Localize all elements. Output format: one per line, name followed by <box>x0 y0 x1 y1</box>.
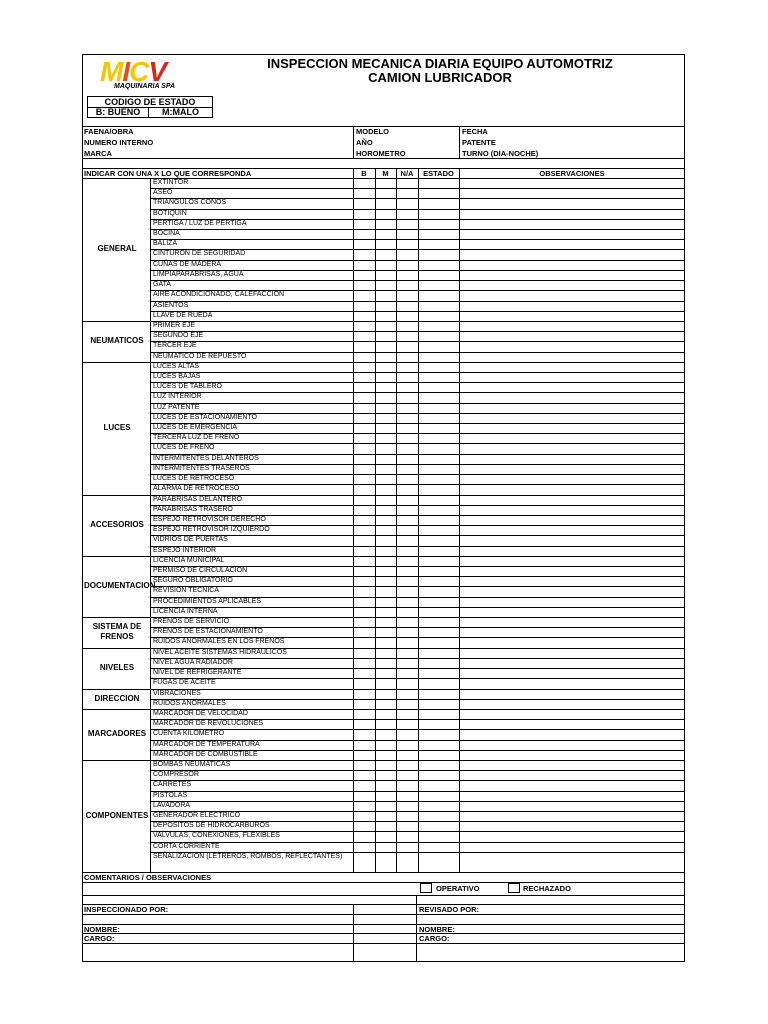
status-line <box>82 895 685 896</box>
status-code-box <box>87 96 213 118</box>
checklist-item: FUGAS DE ACEITE <box>153 679 216 687</box>
section-label: MARCADORES <box>87 729 147 739</box>
section-label: ACCESORIOS <box>90 520 144 530</box>
logo-subtitle: MAQUINARIA SPA <box>114 83 176 90</box>
checklist-item: NIVEL DE REFRIGERANTE <box>153 669 242 677</box>
checklist-item: CINTURON DE SEGURIDAD <box>153 250 246 258</box>
checklist-item: MARCADOR DE REVOLUCIONES <box>153 720 264 728</box>
checklist-item: DEPOSITOS DE HIDROCARBUROS <box>153 822 270 830</box>
status-code-good: B: BUENO <box>88 107 149 117</box>
checklist-item: AIRE ACONDICIONADO, CALEFACCION <box>153 291 285 299</box>
signature-top-line <box>82 904 685 905</box>
checklist-item: LICENCIA INTERNA <box>153 607 218 615</box>
header-field-ano: AÑO <box>356 138 373 147</box>
column-header-divider <box>418 168 419 178</box>
checklist-item: PROCEDIMIENTOS APLICABLES <box>153 597 262 605</box>
checklist-item: FRENOS DE ESTACIONAMIENTO <box>153 628 263 636</box>
checklist-item: LUZ INTERIOR <box>153 393 202 401</box>
section-label: DIRECCION <box>94 693 140 703</box>
section-label: COMPONENTES <box>85 811 149 821</box>
inspector-nombre-label: NOMBRE: <box>84 925 120 935</box>
checklist-item: PRIMER EJE <box>153 321 196 329</box>
comments-line <box>82 882 685 883</box>
cargo-top-line <box>82 933 685 934</box>
header-field-marca: MARCA <box>84 149 112 158</box>
reviewer-cargo-label: CARGO: <box>419 934 450 944</box>
checklist-item: RUIDOS ANORMALES <box>153 699 226 707</box>
section-label: DOCUMENTACION <box>84 581 156 591</box>
table-column-line <box>150 178 151 872</box>
reviewer-nombre-label: NOMBRE: <box>419 925 455 935</box>
checklist-item: CORTA CORRIENTE <box>153 842 220 850</box>
page-title: INSPECCION MECANICA DIARIA EQUIPO AUTOMOTRIZ <box>267 56 613 71</box>
table-column-line <box>375 178 376 872</box>
signature-divider-2 <box>416 895 417 962</box>
logo-letters: MICV <box>100 56 167 87</box>
inspeccionado-label: INSPECCIONADO POR: <box>84 905 169 915</box>
checklist-item: LUCES DE FRENO <box>153 444 215 452</box>
checklist-item: TERCER EJE <box>153 342 197 350</box>
checklist-item: REVISION TECNICA <box>153 587 219 595</box>
header-bottom-line <box>82 158 685 159</box>
checklist-item: BOCINA <box>153 230 180 238</box>
column-header-observaciones: OBSERVACIONES <box>539 169 605 178</box>
column-header-divider <box>459 168 460 178</box>
checklist-item: LUCES DE TABLERO <box>153 383 222 391</box>
checklist-item: CARRETES <box>153 781 192 789</box>
column-header-divider <box>353 168 354 178</box>
checklist-item: LIMPIAPARABRISAS, AGUA <box>153 270 244 278</box>
checklist-item: COMPRESOR <box>153 771 199 779</box>
checklist-item: TRIANGULOS CONOS <box>153 199 227 207</box>
column-header-divider <box>396 168 397 178</box>
table-column-line <box>418 178 419 872</box>
checklist-item: NIVEL ACEITE SISTEMAS HIDRAULICOS <box>153 648 287 656</box>
checklist-item: LUZ PATENTE <box>153 403 200 411</box>
checklist-item: ESPEJO RETROVISOR IZQUIERDO <box>153 526 270 534</box>
checklist-item: PARABRISAS TRASERO <box>153 505 233 513</box>
comments-label: COMENTARIOS / OBSERVACIONES <box>84 873 212 883</box>
checklist-item: SEGURO OBLIGATORIO <box>153 577 233 585</box>
table-column-line <box>396 178 397 872</box>
checklist-item: PERTIGA / LUZ DE PERTIGA <box>153 219 247 227</box>
nombre-top-line <box>82 924 685 925</box>
inspector-cargo-label: CARGO: <box>84 934 115 944</box>
checklist-item: GENERADOR ELECTRICO <box>153 812 241 820</box>
cargo-bottom-line <box>82 943 685 944</box>
header-field-fecha: FECHA <box>462 127 488 136</box>
rechazado-label: RECHAZADO <box>523 884 571 894</box>
header-divider-2 <box>459 126 460 158</box>
checklist-item: PERMISO DE CIRCULACION <box>153 566 248 574</box>
checklist-item: VALVULAS, CONEXIONES, FLEXIBLES <box>153 832 280 840</box>
column-header-m: M <box>382 169 389 178</box>
checklist-item: CUÑAS DE MADERA <box>153 260 222 268</box>
signature-space-line <box>82 914 685 915</box>
header-field-turno: TURNO (DIA-NOCHE) <box>462 149 539 158</box>
checklist-item: PISTOLAS <box>153 791 188 799</box>
operativo-checkbox <box>420 883 432 893</box>
checklist-item: LLAVE DE RUEDA <box>153 311 213 319</box>
checklist-item: MARCADOR DE VELOCIDAD <box>153 709 248 717</box>
header-field-horometro: HOROMETRO <box>356 149 406 158</box>
section-label: GENERAL <box>97 244 137 254</box>
column-header-divider <box>375 168 376 178</box>
checklist-item: MARCADOR DE TEMPERATURA <box>153 740 260 748</box>
checklist-item: ASIENTOS <box>153 301 189 309</box>
checklist-item: NEUMATICO DE REPUESTO <box>153 352 247 360</box>
column-header-estado: ESTADO <box>423 169 454 178</box>
section-label: NEUMATICOS <box>90 336 144 346</box>
table-column-line <box>353 178 354 872</box>
status-code-bad: M:MALO <box>162 107 199 117</box>
checklist-item: ESPEJO INTERIOR <box>153 546 217 554</box>
column-header-b: B <box>361 169 367 178</box>
column-header-indicar: INDICAR CON UNA X LO QUE CORRESPONDA <box>84 169 252 178</box>
checklist-item: CUENTA KILOMETRO <box>153 730 225 738</box>
header-field-patente: PATENTE <box>462 138 496 147</box>
checklist-item: LUCES DE ESTACIONAMIENTO <box>153 413 257 421</box>
checklist-item: SEÑALIZACION (LETREROS, ROMBOS, REFLECTANTES) <box>153 852 343 860</box>
checklist-item: LICENCIA MUNICIPAL <box>153 556 225 564</box>
checklist-item: LUCES DE RETROCESO <box>153 475 235 483</box>
column-header-na: N/A <box>400 169 414 178</box>
table-column-line <box>459 178 460 872</box>
checklist-item: ESPEJO RETROVISOR DERECHO <box>153 515 266 523</box>
checklist-item: BOTIQUIN <box>153 209 187 217</box>
checklist-item: INTERMITENTES TRASEROS <box>153 464 250 472</box>
checklist-item: BALIZA <box>153 240 178 248</box>
header-field-modelo: MODELO <box>356 127 389 136</box>
checklist-item: PARABRISAS DELANTERO <box>153 495 242 503</box>
operativo-label: OPERATIVO <box>436 884 480 894</box>
checklist-item: NIVEL AGUA RADIADOR <box>153 658 233 666</box>
checklist-item: FRENOS DE SERVICIO <box>153 618 230 626</box>
page-subtitle: CAMION LUBRICADOR <box>368 70 512 85</box>
checklist-item: LAVADORA <box>153 801 191 809</box>
rechazado-checkbox <box>508 883 520 893</box>
checklist-item: INTERMITENTES DELANTEROS <box>153 454 259 462</box>
section-label: LUCES <box>103 423 131 433</box>
header-divider-1 <box>353 126 354 158</box>
checklist-item: VIDRIOS DE PUERTAS <box>153 536 228 544</box>
checklist-item: RUIDOS ANORMALES EN LOS FRENOS <box>153 638 285 646</box>
checklist-item: LUCES BAJAS <box>153 372 201 380</box>
header-field-numero: NUMERO INTERNO <box>84 138 154 147</box>
revisado-label: REVISADO POR: <box>419 905 480 915</box>
checklist-item: TERCERA LUZ DE FRENO <box>153 434 240 442</box>
checklist-item: LUCES ALTAS <box>153 362 200 370</box>
checklist-item: VIBRACIONES <box>153 689 201 697</box>
checklist-item: ASEO <box>153 189 173 197</box>
header-field-faena: FAENA/OBRA <box>84 127 134 136</box>
status-code-title: CODIGO DE ESTADO <box>88 97 212 108</box>
checklist-item: EXTINTOR <box>153 179 189 186</box>
checklist-item: ALARMA DE RETROCESO <box>153 485 240 493</box>
company-logo <box>100 58 180 96</box>
checklist-item: LUCES DE EMERGENCIA <box>153 424 238 432</box>
checklist-item: SEGUNDO EJE <box>153 332 204 340</box>
section-label: SISTEMA DE FRENOS <box>92 622 142 642</box>
checklist-item: GATA <box>153 281 172 289</box>
section-label: NIVELES <box>99 663 135 673</box>
checklist-item: MARCADOR DE COMBUSTIBLE <box>153 750 258 758</box>
checklist-item: BOMBAS NEUMATICAS <box>153 760 231 768</box>
